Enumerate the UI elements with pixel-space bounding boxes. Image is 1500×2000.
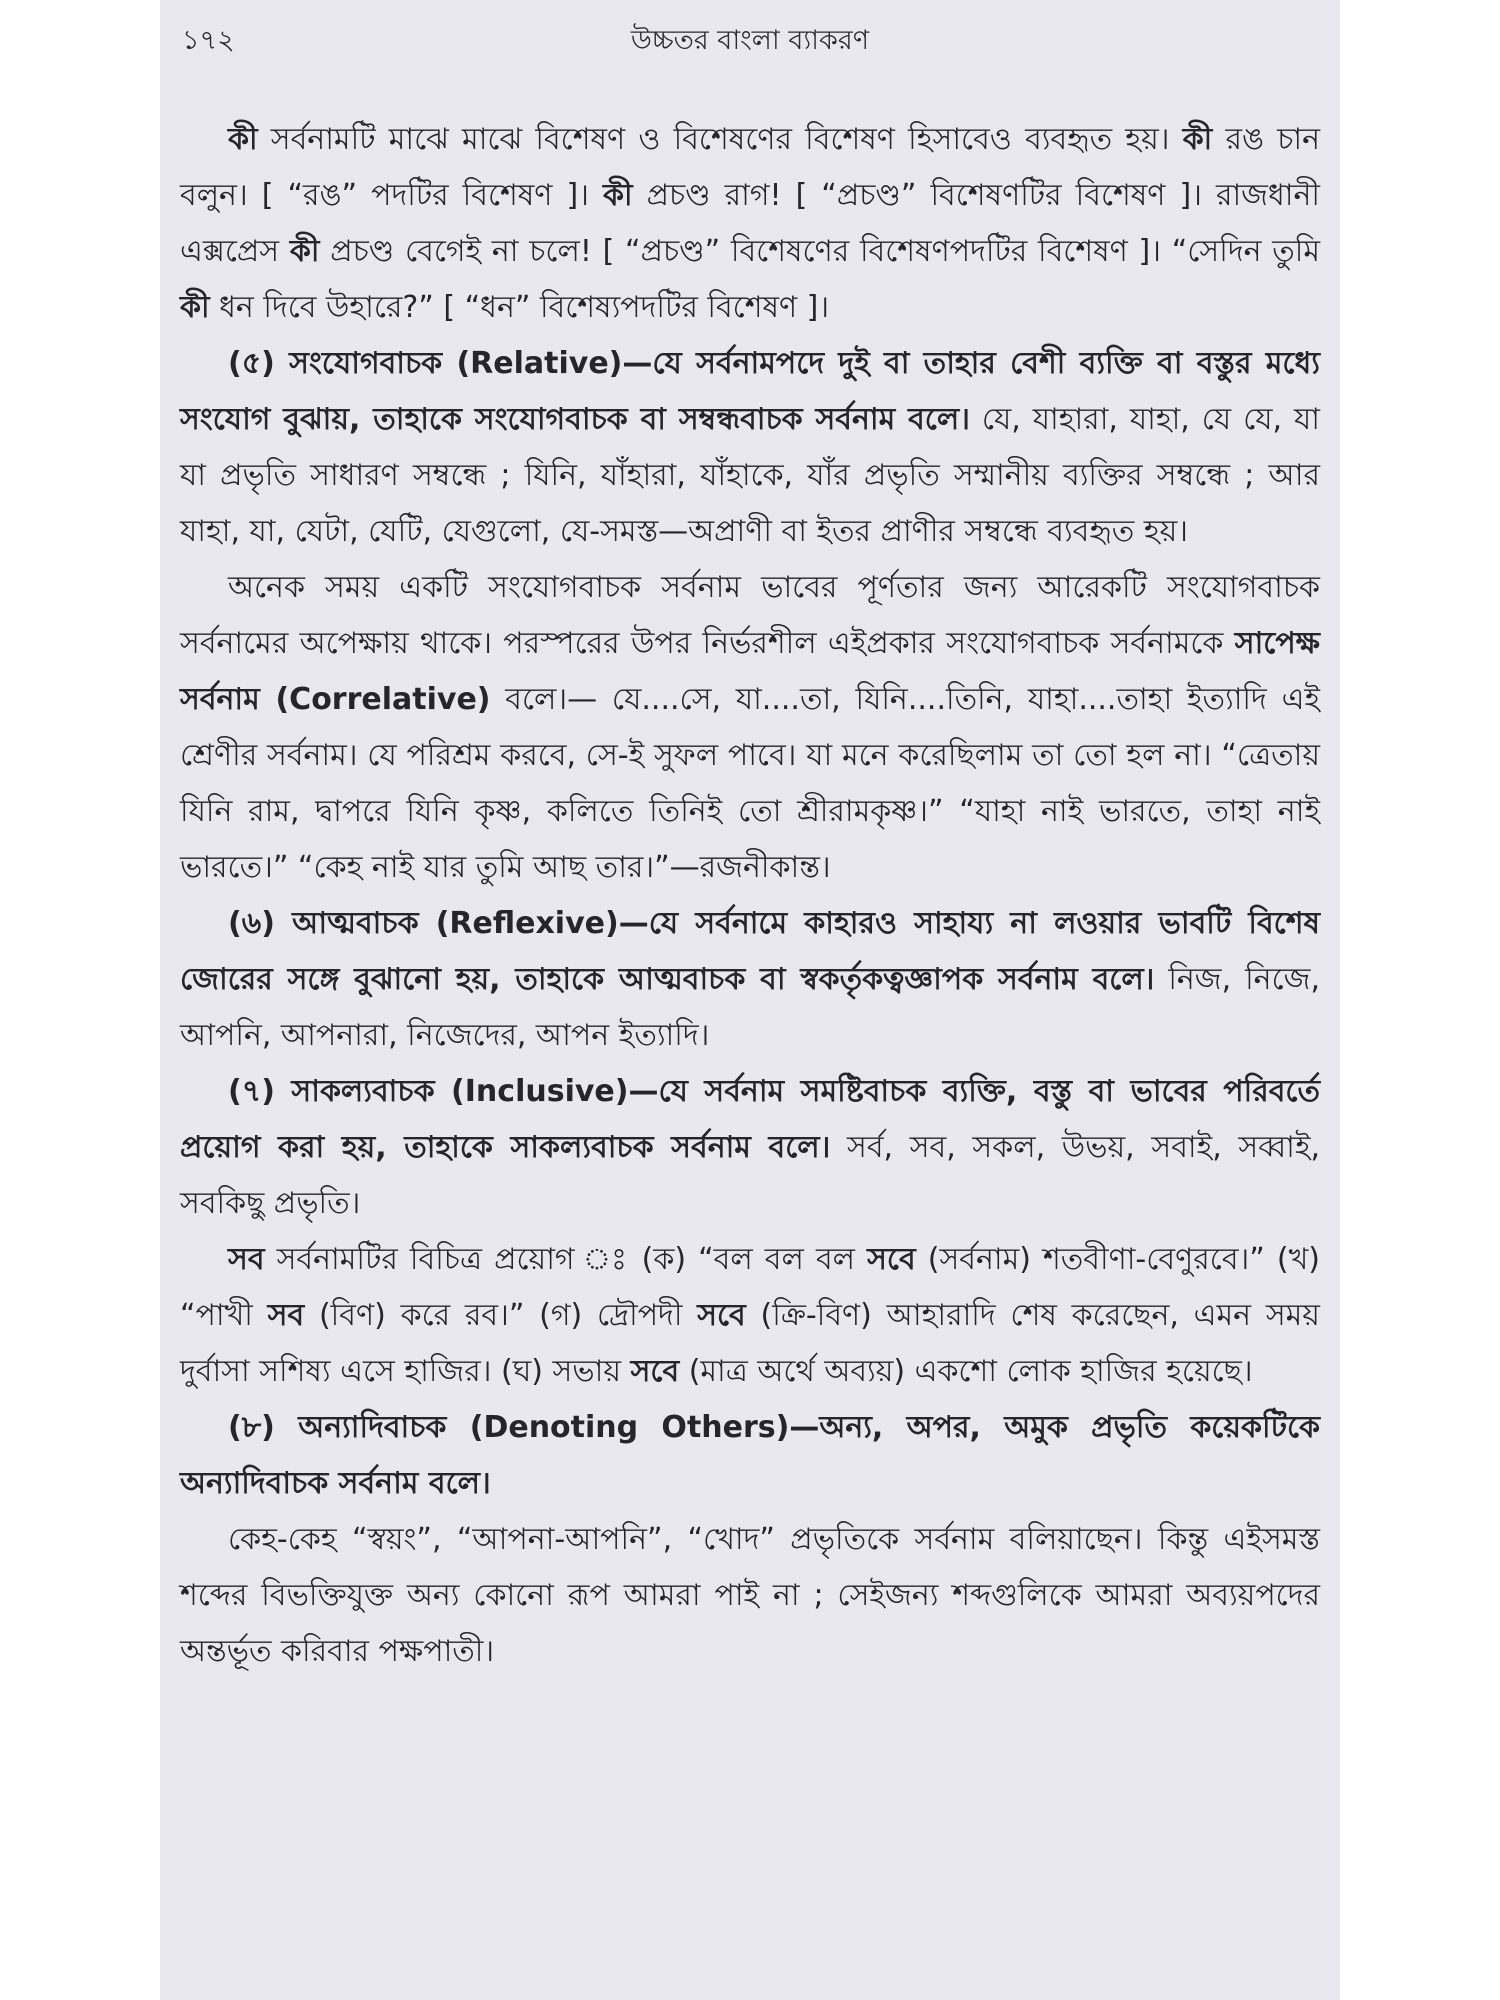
- bold-term: সবে: [697, 1298, 746, 1333]
- bold-term: কী: [289, 234, 320, 269]
- paragraph-denoting-others: [180, 1400, 1320, 1512]
- paragraph-text: প্রচণ্ড বেগেই না চলে! [ “প্রচণ্ড” বিশেষণের বিশেষণপদটির বিশেষণ ]। “সেদিন তুমি: [319, 234, 1320, 269]
- paragraph-text: (বিণ) করে রব।” (গ) দ্রৌপদী: [304, 1298, 698, 1333]
- bold-term: কী: [180, 290, 210, 325]
- section-heading-relative: (৫) সংযোগবাচক (Relative)—যে সর্বনামপদে দুই বা তাহার বেশী ব্যক্তি বা বস্তুর মধ্যে সংযোগ বুঝায়, তাহাকে সংযোগবাচক বা সম্বন্ধবাচক সর্বনাম বলে।: [180, 346, 1320, 437]
- paragraph-text: সর্ব, সব, সকল, উভয়, সবাই, সব্বাই, সবকিছু প্রভৃতি।: [180, 1130, 1320, 1221]
- paragraph-text: ধন দিবে উহারে?” [ “ধন” বিশেষ্যপদটির বিশেষণ ]।: [209, 290, 830, 325]
- page-header: [160, 0, 1340, 70]
- paragraph-text: (ক্রি-বিণ) আহারাদি শেষ করেছেন, এমন সময় দুর্বাসা সশিষ্য এসে হাজির। (ঘ) সভায়: [180, 1298, 1320, 1389]
- bold-term: কী: [228, 122, 258, 157]
- paragraph-text: বলে।— যে....সে, যা....তা, যিনি....তিনি, যাহা....তাহা ইত্যাদি এই শ্রেণীর সর্বনাম। যে পরিশ্রম করবে, সে-ই সুফল পাবে। যা মনে করেছিলাম তা তো হল না। “ত্রেতায় যিনি রাম, দ্বাপরে যিনি কৃষ্ণ, কলিতে তিনিই তো শ্রীরামকৃষ্ণ।” “যাহা নাই ভারতে, তাহা নাই ভারতে।” “কেহ নাই যার তুমি আছ তার।”—রজনীকান্ত।: [180, 682, 1320, 885]
- bold-term: সবে: [867, 1242, 916, 1277]
- paragraph-closing-note: [180, 1512, 1320, 1680]
- paragraph-text: (মাত্র অর্থে অব্যয়) একশো লোক হাজির হয়েছে।: [679, 1354, 1253, 1389]
- scanned-page: [160, 0, 1340, 2000]
- paragraph-text: অনেক সময় একটি সংযোগবাচক সর্বনাম ভাবের পূর্ণতার জন্য আরেকটি সংযোগবাচক সর্বনামের অপেক্ষায় থাকে। পরস্পরের উপর নির্ভরশীল এইপ্রকার সংযোগবাচক সর্বনামকে: [180, 570, 1320, 661]
- paragraph-reflexive: [180, 896, 1320, 1064]
- paragraph-text: সর্বনামটি মাঝে মাঝে বিশেষণ ও বিশেষণের বিশেষণ হিসাবেও ব্যবহৃত হয়।: [257, 122, 1183, 157]
- paragraph-sob-usage: [180, 1232, 1320, 1400]
- bold-term: সাপেক্ষ সর্বনাম (Correlative): [180, 626, 1320, 717]
- paragraph-interrogative-adjective: [180, 112, 1320, 336]
- paragraph-text: (সর্বনাম) শতবীণা-বেণুরবে।” (খ) “পাখী: [180, 1242, 1320, 1333]
- page-body: [180, 112, 1320, 1680]
- section-heading-inclusive: (৭) সাকল্যবাচক (Inclusive)—যে সর্বনাম সমষ্টিবাচক ব্যক্তি, বস্তু বা ভাবের পরিবর্তে প্রয়োগ করা হয়, তাহাকে সাকল্যবাচক সর্বনাম বলে।: [180, 1074, 1320, 1165]
- bold-term: সব: [228, 1242, 265, 1277]
- paragraph-correlative: [180, 560, 1320, 896]
- paragraph-text: প্রচণ্ড রাগ! [ “প্রচণ্ড” বিশেষণটির বিশেষণ ]। রাজধানী এক্সপ্রেস: [180, 178, 1320, 269]
- bold-term: কী: [1182, 122, 1213, 157]
- page-number: ১৭২: [182, 25, 235, 56]
- bold-term: কী: [602, 178, 633, 213]
- paragraph-relative: [180, 336, 1320, 560]
- paragraph-text: কেহ-কেহ “স্বয়ং”, “আপনা-আপনি”, “খোদ” প্রভৃতিকে সর্বনাম বলিয়াছেন। কিন্তু এইসমস্ত শব্দের বিভক্তিযুক্ত অন্য কোনো রূপ আমরা পাই না ; সেইজন্য শব্দগুলিকে আমরা অব্যয়পদের অন্তর্ভূত করিবার পক্ষপাতী।: [180, 1522, 1320, 1669]
- section-heading-reflexive: (৬) আত্মবাচক (Reflexive)—যে সর্বনামে কাহারও সাহায্য না লওয়ার ভাবটি বিশেষ জোরের সঙ্গে বুঝানো হয়, তাহাকে আত্মবাচক বা স্বকর্তৃকত্বজ্ঞাপক সর্বনাম বলে।: [180, 906, 1320, 997]
- book-title: উচ্চতর বাংলা ব্যাকরণ: [630, 25, 870, 56]
- paragraph-text: নিজ, নিজে, আপনি, আপনারা, নিজেদের, আপন ইত্যাদি।: [180, 962, 1320, 1053]
- bold-term: সব: [267, 1298, 305, 1333]
- bold-term: সবে: [630, 1354, 680, 1389]
- paragraph-text: যে, যাহারা, যাহা, যে যে, যা যা প্রভৃতি সাধারণ সম্বন্ধে ; যিনি, যাঁহারা, যাঁহাকে, যাঁর প্রভৃতি সম্মানীয় ব্যক্তির সম্বন্ধে ; আর যাহা, যা, যেটা, যেটি, যেগুলো, যে-সমস্ত—অপ্রাণী বা ইতর প্রাণীর সম্বন্ধে ব্যবহৃত হয়।: [180, 402, 1320, 549]
- section-heading-denoting-others: (৮) অন্যাদিবাচক (Denoting Others)—অন্য, অপর, অমুক প্রভৃতি কয়েকটিকে অন্যাদিবাচক সর্বনাম বলে।: [180, 1410, 1320, 1501]
- paragraph-text: সর্বনামটির বিচিত্র প্রয়োগ ঃ (ক) “বল বল বল: [264, 1242, 868, 1277]
- paragraph-text: রঙ চান বলুন। [ “রঙ” পদটির বিশেষণ ]।: [180, 122, 1320, 213]
- paragraph-inclusive: [180, 1064, 1320, 1232]
